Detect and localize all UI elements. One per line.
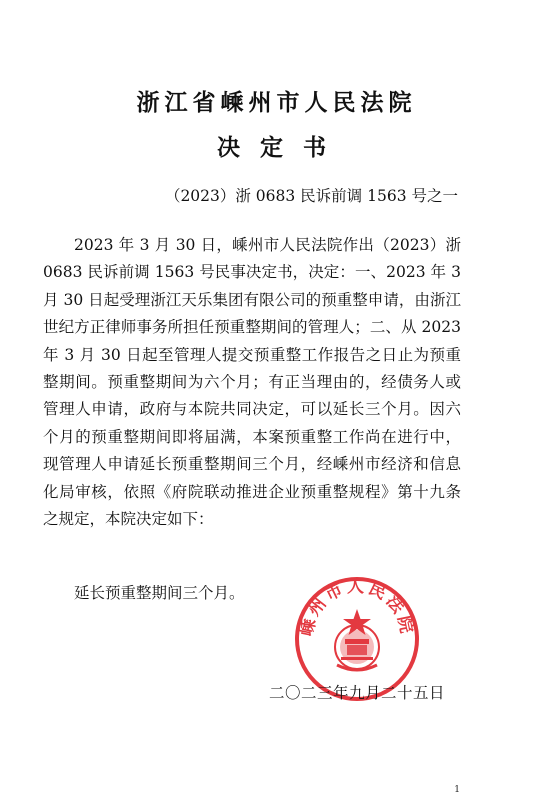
document-type-title: 决定书	[217, 134, 346, 161]
ruling-paragraph: 延长预重整期间三个月。	[74, 584, 245, 602]
decision-body-paragraph: 2023 年 3 月 30 日，嵊州市人民法院作出（2023）浙 0683 民诉前调 1563 号民事决定书，决定：一、2023 年 3 月 30 日起受理浙江天乐集团有限公司的预重整申请，由浙江世纪方正律师事务所担任预重整期间的管理人；二、从 2023 年 3 月 30 日起至管理人提交预重整工作报告之日止为预重整期间。预重整期间为六个月；有正当理由的，经债务人或管理人申请，政府与本院共同决定，可以延长三个月。因六个月的预重整期间即将届满，本案预重整工作尚在进行中，现管理人申请延长预重整期间三个月，经嵊州市经济和信息化局审核，依照《府院联动推进企业预重整规程》第十九条之规定，本院决定如下：	[43, 236, 461, 529]
page-number: 1	[454, 785, 460, 795]
case-number: （2023）浙 0683 民诉前调 1563 号之一	[164, 187, 458, 205]
issue-date: 二〇二三年九月二十五日	[268, 684, 445, 702]
court-name: 浙江省嵊州市人民法院	[136, 89, 417, 116]
seal-text: 嵊州市人民法院	[297, 576, 417, 638]
